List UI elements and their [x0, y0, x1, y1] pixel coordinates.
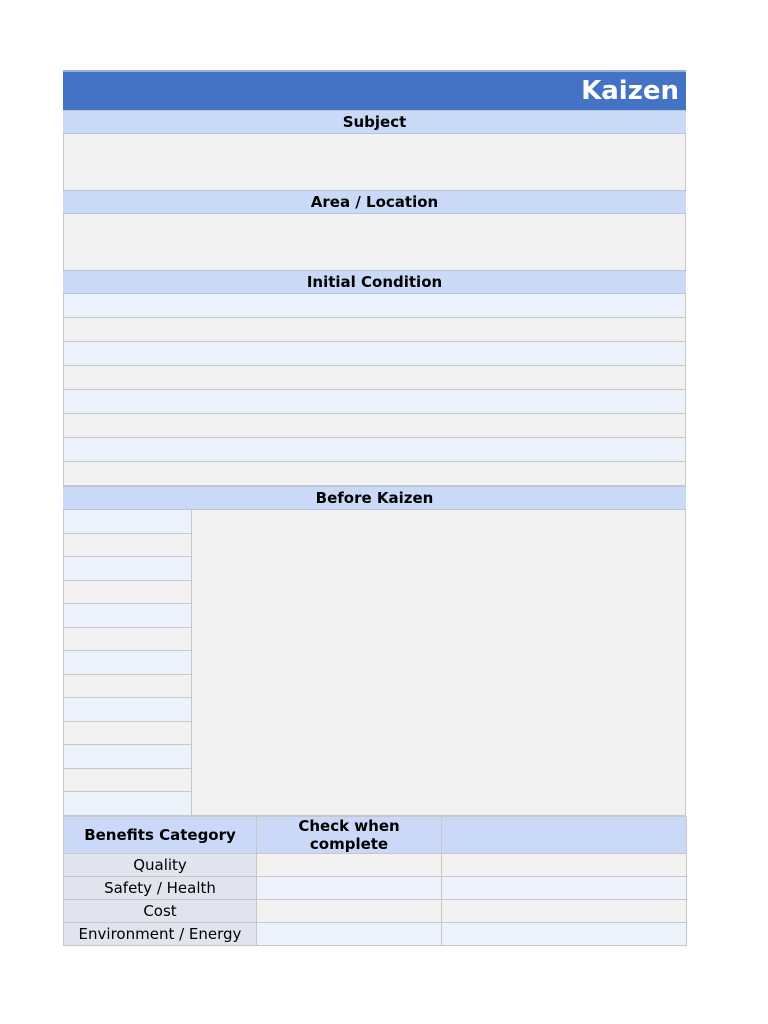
- check-complete-cell[interactable]: [257, 877, 442, 900]
- form-title: Kaizen: [581, 76, 679, 106]
- before-kaizen-area: [63, 510, 686, 816]
- benefit-category-safety: Safety / Health: [64, 877, 257, 900]
- benefits-header-row: [64, 817, 687, 854]
- initial-condition-row[interactable]: [63, 414, 686, 438]
- benefits-extra-header: [442, 817, 687, 854]
- initial-condition-row[interactable]: [63, 390, 686, 414]
- before-note-cell[interactable]: [63, 792, 192, 816]
- initial-condition-row[interactable]: [63, 366, 686, 390]
- initial-condition-row[interactable]: [63, 342, 686, 366]
- before-note-cell[interactable]: [63, 675, 192, 699]
- before-note-cell[interactable]: [63, 722, 192, 746]
- table-row: [64, 877, 687, 900]
- before-kaizen-header: Before Kaizen: [63, 486, 686, 510]
- initial-condition-row[interactable]: [63, 294, 686, 318]
- before-note-cell[interactable]: [63, 628, 192, 652]
- initial-condition-row[interactable]: [63, 462, 686, 486]
- benefit-notes-cell[interactable]: [442, 900, 687, 923]
- before-note-cell[interactable]: [63, 604, 192, 628]
- before-note-cell[interactable]: [63, 698, 192, 722]
- kaizen-form: [63, 70, 686, 946]
- table-row: [64, 923, 687, 946]
- benefit-notes-cell[interactable]: [442, 923, 687, 946]
- benefits-category-header: Benefits Category: [64, 817, 257, 854]
- before-kaizen-image-area[interactable]: [192, 510, 686, 816]
- title-bar: [63, 70, 686, 110]
- table-row: [64, 900, 687, 923]
- before-note-cell[interactable]: [63, 534, 192, 558]
- before-note-cell[interactable]: [63, 510, 192, 534]
- benefit-category-environment: Environment / Energy: [64, 923, 257, 946]
- before-note-cell[interactable]: [63, 557, 192, 581]
- benefits-table: [63, 816, 687, 946]
- benefit-notes-cell[interactable]: [442, 877, 687, 900]
- area-header: Area / Location: [63, 190, 686, 214]
- check-complete-cell[interactable]: [257, 854, 442, 877]
- subject-header: Subject: [63, 110, 686, 134]
- initial-condition-header: Initial Condition: [63, 270, 686, 294]
- before-note-cell[interactable]: [63, 651, 192, 675]
- check-complete-cell[interactable]: [257, 900, 442, 923]
- table-row: [64, 854, 687, 877]
- benefit-notes-cell[interactable]: [442, 854, 687, 877]
- before-note-cell[interactable]: [63, 581, 192, 605]
- initial-condition-rows: [63, 294, 686, 486]
- check-complete-cell[interactable]: [257, 923, 442, 946]
- benefit-category-cost: Cost: [64, 900, 257, 923]
- subject-field[interactable]: [63, 134, 686, 190]
- area-field[interactable]: [63, 214, 686, 270]
- initial-condition-row[interactable]: [63, 438, 686, 462]
- check-complete-header: Check when complete: [257, 817, 442, 854]
- benefit-category-quality: Quality: [64, 854, 257, 877]
- before-note-cell[interactable]: [63, 745, 192, 769]
- before-note-cell[interactable]: [63, 769, 192, 793]
- before-kaizen-notes: [63, 510, 192, 816]
- initial-condition-row[interactable]: [63, 318, 686, 342]
